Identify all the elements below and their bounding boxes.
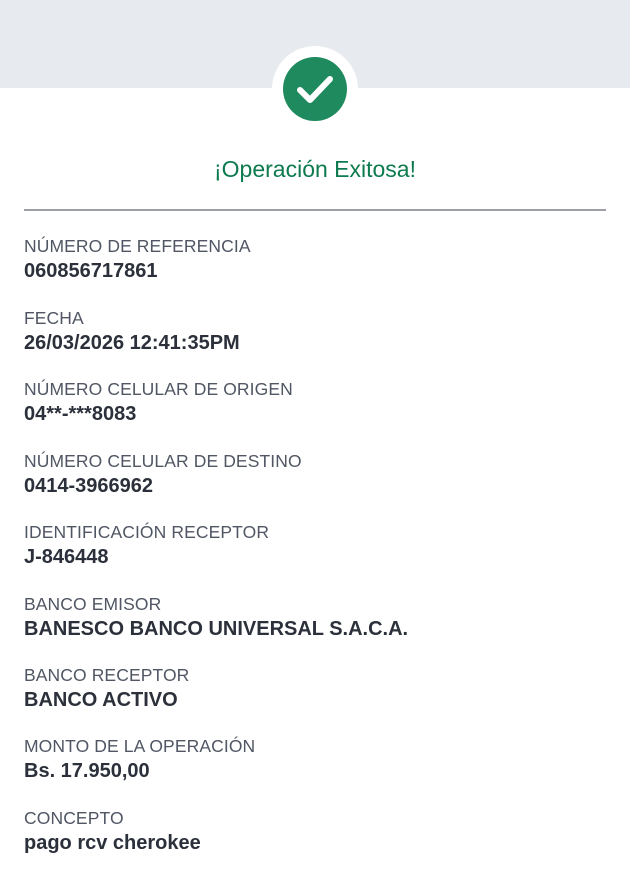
field-label: BANCO RECEPTOR bbox=[24, 665, 190, 685]
field-value: 04**-***8083 bbox=[24, 403, 137, 425]
field-date bbox=[24, 307, 614, 356]
page-title: ¡Operación Exitosa! bbox=[214, 156, 416, 182]
field-value: 0414-3966962 bbox=[24, 475, 154, 497]
field-receiving-bank bbox=[24, 664, 614, 713]
field-value: 26/03/2026 12:41:35PM bbox=[24, 332, 240, 354]
field-value: Bs. 17.950,00 bbox=[24, 760, 150, 782]
field-issuing-bank bbox=[24, 593, 614, 642]
field-receiver-id bbox=[24, 521, 614, 570]
field-amount bbox=[24, 735, 614, 784]
field-origin-phone bbox=[24, 378, 614, 427]
field-value: BANESCO BANCO UNIVERSAL S.A.C.A. bbox=[24, 618, 409, 640]
field-value: pago rcv cherokee bbox=[24, 832, 201, 854]
field-label: NÚMERO CELULAR DE DESTINO bbox=[24, 451, 302, 471]
field-label: BANCO EMISOR bbox=[24, 594, 162, 614]
field-label: FECHA bbox=[24, 308, 84, 328]
field-label: NÚMERO DE REFERENCIA bbox=[24, 236, 251, 256]
field-reference bbox=[24, 235, 614, 284]
field-label: IDENTIFICACIÓN RECEPTOR bbox=[24, 522, 270, 542]
field-label: CONCEPTO bbox=[24, 808, 124, 828]
check-circle-icon bbox=[283, 57, 347, 121]
field-label: MONTO DE LA OPERACIÓN bbox=[24, 736, 256, 756]
field-label: NÚMERO CELULAR DE ORIGEN bbox=[24, 379, 293, 399]
field-destination-phone bbox=[24, 450, 614, 499]
field-value: BANCO ACTIVO bbox=[24, 689, 178, 711]
divider bbox=[24, 209, 606, 211]
field-value: 060856717861 bbox=[24, 260, 158, 282]
field-value: J-846448 bbox=[24, 546, 109, 568]
field-concept bbox=[24, 807, 614, 856]
